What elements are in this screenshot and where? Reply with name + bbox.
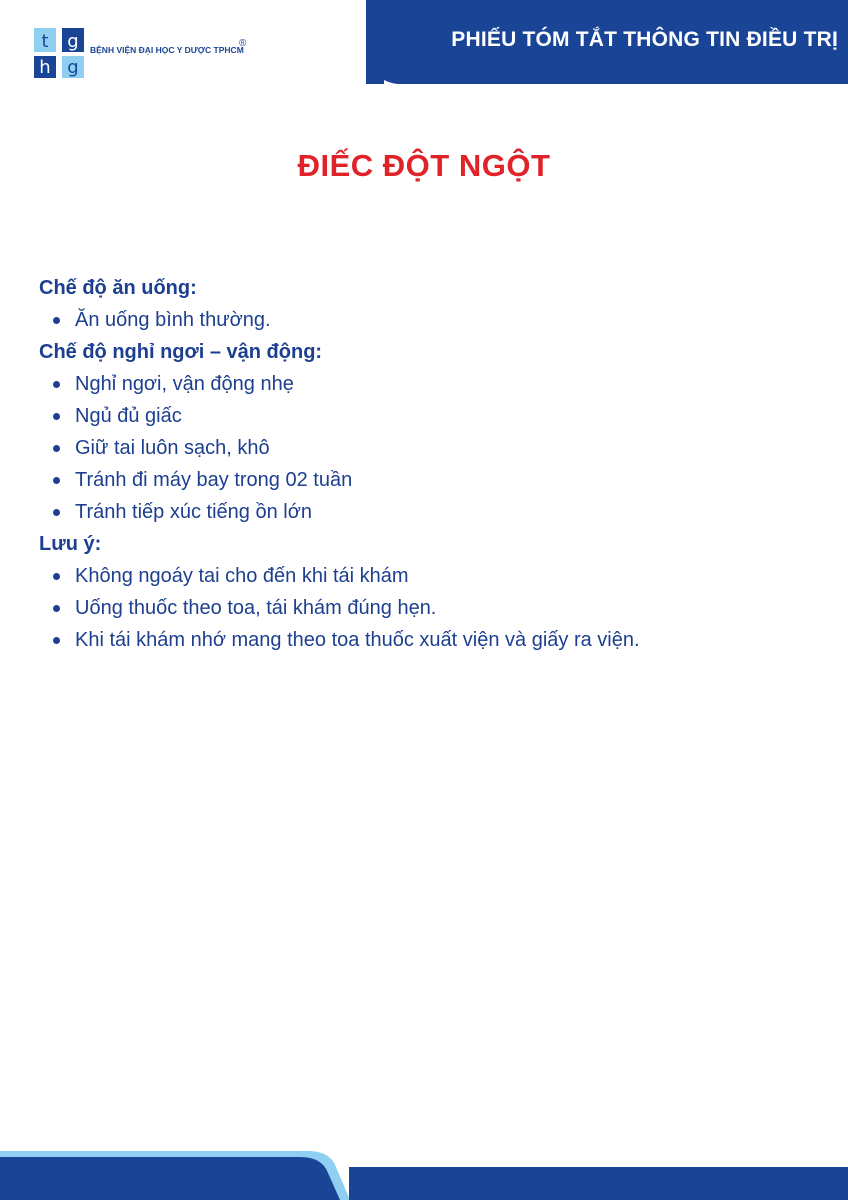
logo-mark-icon <box>32 26 86 80</box>
bullet-icon <box>53 477 60 484</box>
bullet-list <box>39 368 819 528</box>
bullet-icon <box>53 413 60 420</box>
list-item <box>53 496 819 528</box>
section-heading: Chế độ nghỉ ngơi – vận động: <box>39 341 323 363</box>
bullet-icon <box>53 381 60 388</box>
bullet-list <box>39 560 819 656</box>
footer-wave-decoration <box>0 1145 350 1200</box>
footer-bar <box>349 1167 848 1200</box>
header-title: PHIẾU TÓM TẮT THÔNG TIN ĐIỀU TRỊ <box>451 28 838 51</box>
bullet-list <box>39 304 819 336</box>
section-rest-activity <box>39 336 819 528</box>
section-heading: Lưu ý: <box>39 533 102 555</box>
logo-text: BỆNH VIỆN ĐẠI HỌC Y DƯỢC TPHCM <box>90 45 244 55</box>
bullet-icon <box>53 509 60 516</box>
hospital-logo <box>32 26 262 82</box>
list-item <box>53 304 819 336</box>
bullet-icon <box>53 445 60 452</box>
section-diet <box>39 272 819 336</box>
list-item-text: Uống thuốc theo toa, tái khám đúng hẹn. <box>75 597 437 619</box>
header-banner <box>366 0 848 84</box>
registered-mark: ® <box>239 38 247 49</box>
content-body <box>39 272 819 656</box>
list-item-text: Khi tái khám nhớ mang theo toa thuốc xuất viện và giấy ra viện. <box>75 629 640 651</box>
svg-text:t: t <box>41 31 49 52</box>
list-item <box>53 432 819 464</box>
list-item <box>53 592 819 624</box>
list-item <box>53 464 819 496</box>
list-item <box>53 624 819 656</box>
svg-text:g: g <box>67 31 79 52</box>
section-notes <box>39 528 819 656</box>
svg-text:g: g <box>67 57 79 78</box>
list-item-text: Ăn uống bình thường. <box>75 309 271 331</box>
list-item <box>53 560 819 592</box>
document-title: ĐIẾC ĐỘT NGỘT <box>297 148 551 183</box>
svg-text:h: h <box>39 57 51 78</box>
list-item-text: Nghỉ ngơi, vận động nhẹ <box>75 373 294 395</box>
bullet-icon <box>53 605 60 612</box>
list-item-text: Giữ tai luôn sạch, khô <box>75 437 270 459</box>
list-item-text: Tránh tiếp xúc tiếng ồn lớn <box>75 501 312 523</box>
bullet-icon <box>53 573 60 580</box>
list-item <box>53 400 819 432</box>
list-item-text: Ngủ đủ giấc <box>75 405 182 427</box>
list-item <box>53 368 819 400</box>
bullet-icon <box>53 637 60 644</box>
bullet-icon <box>53 317 60 324</box>
list-item-text: Tránh đi máy bay trong 02 tuần <box>75 469 353 491</box>
list-item-text: Không ngoáy tai cho đến khi tái khám <box>75 565 409 587</box>
section-heading: Chế độ ăn uống: <box>39 277 197 299</box>
